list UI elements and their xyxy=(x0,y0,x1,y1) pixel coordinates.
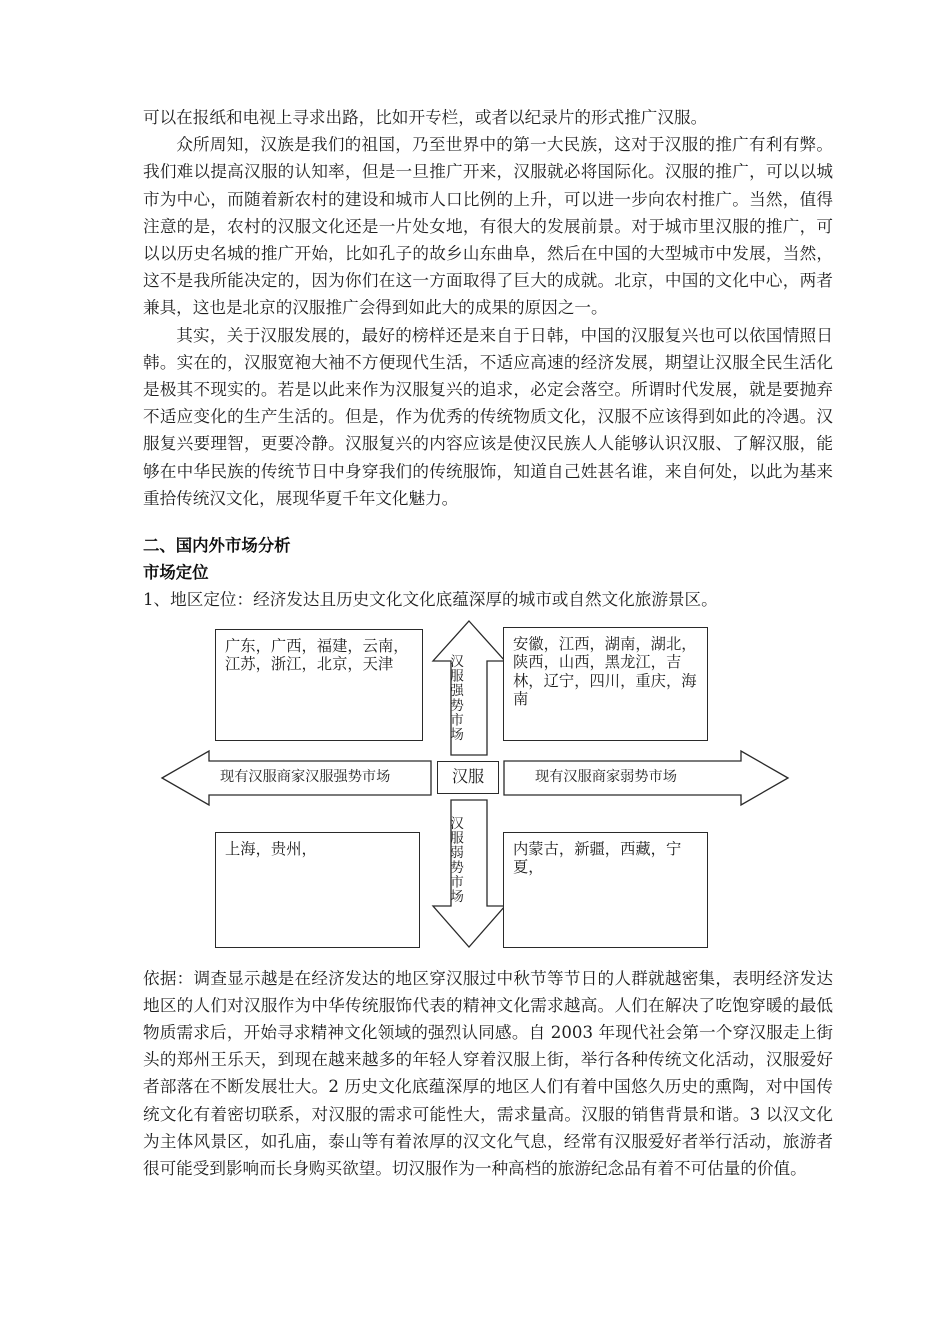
quadrant-box-bottom-right xyxy=(503,832,708,948)
market-positioning-diagram xyxy=(143,620,833,965)
paragraph-2: 众所周知，汉族是我们的祖国，乃至世界中的第一大民族，这对于汉服的推广有利有弊。我们难以提高汉服的认知率，但是一旦推广开来，汉服就必将国际化。汉服的推广，可以以城市为中心，而随着新农村的建设和城市人口比例的上升，可以进一步向农村推广。当然，值得注意的是，农村的汉服文化还是一片处女地，有很大的发展前景。对于城市里汉服的推广，可以以历史名城的推广开始，比如孔子的故乡山东曲阜，然后在中国的大型城市中发展，当然，这不是我所能决定的，因为你们在这一方面取得了巨大的成就。北京，中国的文化中心，两者兼具，这也是北京的汉服推广会得到如此大的成果的原因之一。 xyxy=(143,135,833,318)
paragraph-3: 其实，关于汉服发展的，最好的榜样还是来自于日韩，中国的汉服复兴也可以依国情照日韩。实在的，汉服宽袍大袖不方便现代生活，不适应高速的经济发展，期望让汉服全民生活化是极其不现实的。若是以此来作为汉服复兴的追求，必定会落空。所谓时代发展，就是要抛弃不适应变化的生产生活的。但是，作为优秀的传统物质文化，汉服不应该得到如此的冷遇。汉服复兴要理智，更要冷静。汉服复兴的内容应该是使汉民族人人能够认识汉服、了解汉服，能够在中华民族的传统节日中身穿我们的传统服饰，知道自己姓甚名谁，来自何处，以此为基来重拾传统汉文化，展现华夏千年文化魅力。 xyxy=(143,325,833,508)
quadrant-text-bottom-right: 内蒙古，新疆，西藏，宁夏， xyxy=(513,839,682,877)
spacer xyxy=(143,512,833,532)
quadrant-box-top-left xyxy=(215,629,423,741)
sub-heading: 市场定位 xyxy=(143,563,209,583)
quadrant-text-top-right: 安徽，江西，湖南，湖北，陕西，山西，黑龙江，吉林，辽宁，四川，重庆，海南 xyxy=(513,634,697,709)
diagram-center-box xyxy=(437,761,499,794)
paragraph-1: 可以在报纸和电视上寻求出路，比如开专栏，或者以纪录片的形式推广汉服。 xyxy=(143,108,708,127)
arrow-up-icon xyxy=(429,617,509,759)
quadrant-text-top-left: 广东，广西，福建，云南，江苏，浙江，北京，天津 xyxy=(225,636,409,674)
arrow-up-label: 汉服强势市场 xyxy=(447,653,463,742)
diagram-center-label: 汉服 xyxy=(451,766,485,786)
quadrant-box-bottom-left xyxy=(215,832,420,948)
arrow-down-label: 汉服弱势市场 xyxy=(447,815,463,904)
quadrant-text-bottom-left: 上海，贵州， xyxy=(225,839,317,858)
positioning-line: 1、地区定位：经济发达且历史文化文化底蕴深厚的城市或自然文化旅游景区。 xyxy=(143,590,718,610)
arrow-right-label: 现有汉服商家弱势市场 xyxy=(535,768,677,785)
quadrant-box-top-right xyxy=(503,627,708,741)
arrow-left-label: 现有汉服商家汉服强势市场 xyxy=(220,768,391,785)
section-heading: 二、国内外市场分析 xyxy=(143,536,291,556)
document-content xyxy=(143,104,833,1182)
arrow-down-icon xyxy=(429,796,509,951)
paragraph-4: 依据：调查显示越是在经济发达的地区穿汉服过中秋节等节日的人群就越密集，表明经济发达地区的人们对汉服作为中华传统服饰代表的精神文化需求越高。人们在解决了吃饱穿暖的最低物质需求后，开始寻求精神文化领域的强烈认同感。自 2003 年现代社会第一个穿汉服走上街头的郑州王乐天，到现在越来越多的年轻人穿着汉服上街，举行各种传统文化活动，汉服爱好者部落在不断发展壮大。2 历史文化底蕴深厚的地区人们有着中国悠久历史的熏陶，对中国传统文化有着密切联系，对汉服的需求可能性大，需求量高。汉服的销售背景和谐。3 以汉文化为主体风景区，如孔庙，泰山等有着浓厚的汉文化气息，经常有汉服爱好者举行活动，旅游者很可能受到影响而长身购买欲望。切汉服作为一种高档的旅游纪念品有着不可估量的价值。 xyxy=(143,968,833,1179)
